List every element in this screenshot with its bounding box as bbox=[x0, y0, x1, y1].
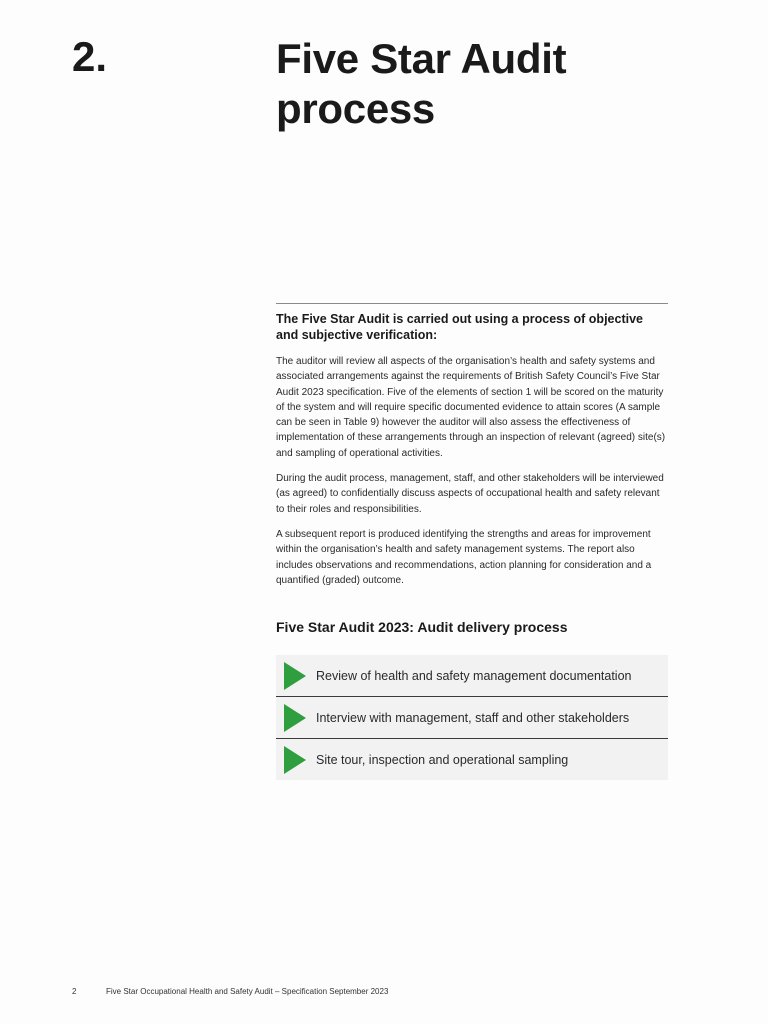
process-step-label: Review of health and safety management documentation bbox=[316, 668, 632, 683]
page-footer bbox=[72, 987, 389, 997]
paragraph: During the audit process, management, staff, and other stakeholders will be interviewed (as agreed) to confidentially discuss aspects of occupational health and safety relevant to their roles and responsibilities. bbox=[276, 473, 664, 515]
footer-text: Five Star Occupational Health and Safety Audit – Specification September 2023 bbox=[106, 987, 389, 996]
process-step bbox=[276, 655, 668, 697]
process-step bbox=[276, 739, 668, 780]
process-heading: Five Star Audit 2023: Audit delivery process bbox=[276, 619, 568, 636]
process-step-label: Site tour, inspection and operational sampling bbox=[316, 752, 569, 767]
page-number: 2 bbox=[72, 987, 77, 996]
play-arrow-icon bbox=[284, 704, 306, 732]
page-title: Five Star Audit process bbox=[276, 35, 567, 132]
paragraph: The auditor will review all aspects of the organisation’s health and safety systems and associated arrangements against the requirements of British Safety Council’s Five Star Audit 2023 specification. Five of the elements of section 1 will be scored on the maturity of the system and will require specific documented evidence to attain scores (A sample can be seen in Table 9) however the auditor will also assess the effectiveness of implementation of these arrangements through an inspection of relevant (agreed) site(s) and sampling of operational activities. bbox=[276, 356, 666, 459]
process-step bbox=[276, 697, 668, 739]
paragraph: A subsequent report is produced identifying the strengths and areas for improvement within the organisation’s health and safety management systems. The report also includes observations and recommendations, action planning for consideration and a quantified (graded) outcome. bbox=[276, 528, 652, 586]
intro-heading: The Five Star Audit is carried out using a process of objective and subjective verification: bbox=[276, 312, 643, 342]
main-content bbox=[276, 303, 668, 780]
section-number: 2. bbox=[72, 33, 108, 80]
play-arrow-icon bbox=[284, 662, 306, 690]
divider bbox=[276, 303, 668, 304]
process-steps bbox=[276, 655, 668, 780]
process-step-label: Interview with management, staff and other stakeholders bbox=[316, 710, 630, 725]
play-arrow-icon bbox=[284, 746, 306, 774]
